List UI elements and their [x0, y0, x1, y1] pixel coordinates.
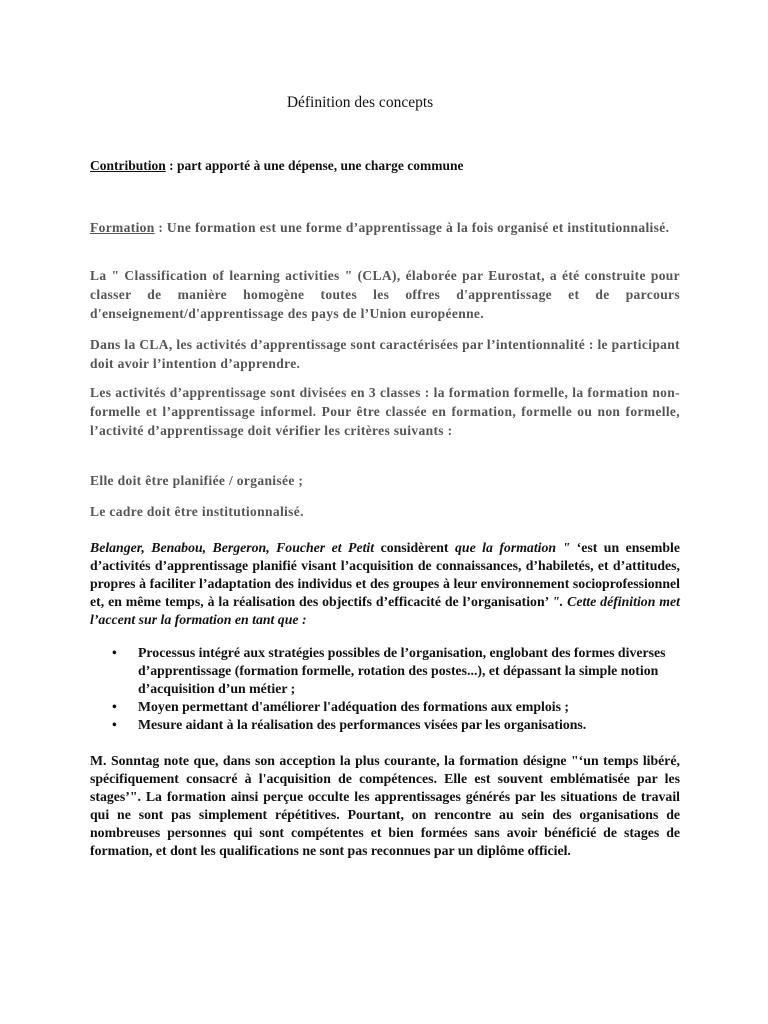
list-item [90, 698, 680, 716]
formation-paragraph-1 [90, 218, 680, 237]
belanger-paragraph [90, 539, 680, 629]
bullet-text: Mesure aidant à la réalisation des performances visées par les organisations. [138, 717, 587, 732]
contribution-text: : part apporté à une dépense, une charge commune [165, 158, 464, 173]
authors: Belanger, Benabou, Bergeron, Foucher et Petit [90, 540, 375, 555]
bullet-text: Moyen permettant d'améliorer l'adéquation des formations aux emplois ; [138, 699, 569, 714]
contribution-definition [90, 158, 464, 174]
page-title: Définition des concepts [286, 94, 434, 111]
formation-paragraph-2: La " Classification of learning activities " (CLA), élaborée par Eurostat, a été construite pour classer de manière homogène toutes les offres d'apprentissage et de parcours d'enseignement/d'apprentissage des pays de l’Union européenne. [90, 268, 680, 321]
belanger-tail: ". Cette définition met l’accent sur la formation en tant que : [90, 594, 680, 627]
formation-paragraph-3: Dans la CLA, les activités d’apprentissage sont caractérisées par l’intentionnalité : le participant doit avoir l’intention d’apprendre. [90, 337, 680, 371]
list-item [90, 716, 680, 734]
bullet-list [90, 644, 680, 734]
list-item [90, 644, 680, 698]
formation-term: Formation [90, 220, 155, 235]
formation-paragraph-4: Les activités d’apprentissage sont divisées en 3 classes : la formation formelle, la formation non-formelle et l’apprentissage informel. Pour être classée en formation, formelle ou non formelle, l’activité d’apprentissage doit vérifier les critères suivants : [90, 385, 680, 438]
criterion-2: Le cadre doit être institutionnalisé. [90, 504, 304, 519]
sonntag-paragraph: M. Sonntag note que, dans son acception la plus courante, la formation désigne "‘un temps libéré, spécifiquement consacré à l'acquisition de compétences. Elle est souvent emblématisée par les stages’". La formation ainsi perçue occulte les apprentissages générés par les situations de travail qui ne sont pas simplement répétitives. Pourtant, on rencontre au sein des organisations de nombreuses personnes qui sont compétentes et bien formées sans avoir bénéficié de stages de formation, et dont les qualifications ne sont pas reconnues par un diplôme officiel. [90, 753, 680, 858]
bullet-icon: • [112, 717, 117, 732]
belanger-verb: considèrent [374, 540, 455, 555]
belanger-quote: ‘est un ensemble d’activités d’apprentissage planifié visant l’acquisition de connaissances, d’habiletés, et d’attitudes, propres à faciliter l’adaptation des individus et des groupes à leur environnement socioprofessionnel et, en même temps, à la réalisation des objectifs d’efficacité de l’organisation’ [90, 540, 681, 609]
contribution-term: Contribution [90, 158, 166, 173]
formation-definition: : Une formation est une forme d’apprentissage à la fois organisé et institutionnalisé. [154, 220, 670, 235]
bullet-text: Processus intégré aux stratégies possibles de l’organisation, englobant des formes diverses d’apprentissage (formation formelle, rotation des postes...), et dépassant la simple notion d’acquisition d’un métier ; [138, 645, 666, 696]
bullet-icon: • [112, 645, 117, 660]
bullet-icon: • [112, 699, 117, 714]
criterion-1: Elle doit être planifiée / organisée ; [90, 473, 304, 488]
belanger-que: que la formation " [455, 540, 571, 555]
